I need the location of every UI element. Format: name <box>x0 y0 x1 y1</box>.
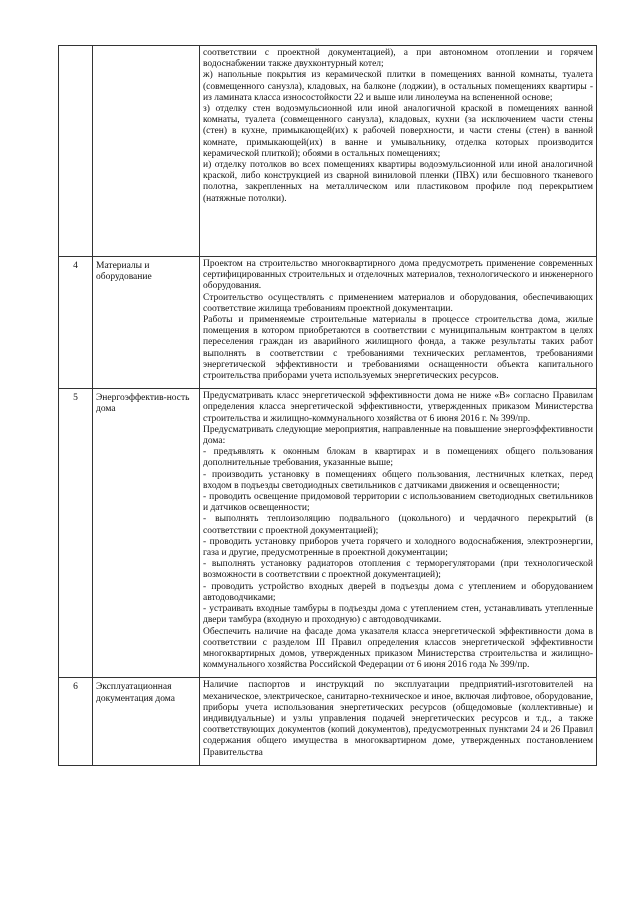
row-content <box>200 257 597 389</box>
paragraph: - выполнять теплоизоляцию подвального (цокольного) и чердачного перекрытий (в соответствии с проектной документацией); <box>203 514 593 536</box>
row-number: 5 <box>59 389 93 678</box>
paragraph: Строительство осуществлять с применением материалов и оборудования, обеспечивающих соответствие жилища требованиям проектной документации. <box>203 292 593 314</box>
row-content <box>200 389 597 678</box>
table-row <box>59 257 597 389</box>
paragraph: - производить установку в помещениях общего пользования, лестничных клетках, перед входом в подъезды светодиодных светильников с датчиками движения и освещенности; <box>203 469 593 491</box>
table-row <box>59 389 597 678</box>
table-row <box>59 46 597 257</box>
row-label: Эксплуатационная документация дома <box>93 678 200 765</box>
paragraph: Проектом на строительство многоквартирного дома предусмотреть применение современных сертифицированных строительных и отделочных материалов, технологического и инженерного оборудования. <box>203 259 593 292</box>
paragraph: Наличие паспортов и инструкций по эксплуатации предприятий-изготовителей на механическое, электрическое, санитарно-техническое и иное, включая лифтовое, оборудование, приборы учета использования энергетических ресурсов (общедомовые (коллективные) и индивидуальные) и узлы управления подачей энергетических ресурсов и т.д., а также соответствующих документов (копий документов), предусмотренных пунктами 24 и 26 Правил содержания общего имущества в многоквартирном доме, утвержденных постановлением Правительства <box>203 680 593 758</box>
row-label <box>93 46 200 257</box>
paragraph: - проводить установку приборов учета горячего и холодного водоснабжения, электроэнергии, газа и другие, предусмотренные в проектной документации; <box>203 536 593 559</box>
paragraph: ж) напольные покрытия из керамической плитки в помещениях ванной комнаты, туалета (совмещенного санузла), кладовых, на балконе (лоджии), в остальных помещениях квартиры - из ламината класса износостойкости 22 и выше или линолеума на вспененной основе; <box>203 70 593 103</box>
row-label: Энергоэффектив-ность дома <box>93 389 200 678</box>
row-content <box>200 46 597 257</box>
table-row <box>59 678 597 765</box>
row-label: Материалы и оборудование <box>93 257 200 389</box>
paragraph: - предъявлять к оконным блокам в квартирах и в помещениях общего пользования дополнительные требования, указанные выше; <box>203 447 593 469</box>
paragraph: - выполнять установку радиаторов отопления с терморегуляторами (при технологической возможности в соответствии с проектной документацией); <box>203 559 593 581</box>
row-content <box>200 678 597 765</box>
paragraph: - устраивать входные тамбуры в подъезды дома с утеплением стен, устанавливать утепленные двери тамбура (входную и проходную) с автодоводчиками. <box>203 604 593 626</box>
paragraph: з) отделку стен водоэмульсионной или иной аналогичной краской в помещениях ванной комнаты, туалета (совмещенного санузла), кладовых, кухни (за исключением части стены (стен) в кухне, примыкающей(их) к рабочей поверхности, и части стены (стен) в ванной комнате, примыкающей(их) в ванне и умывальнику, отделка которых производится керамической плиткой); обоями в остальных помещениях; <box>203 104 593 159</box>
paragraph: Работы и применяемые строительные материалы в процессе строительства дома, жилые помещения в котором приобретаются в соответствии с муниципальным контрактом в целях переселения граждан из аварийного жилищного фонда, а также результаты таких работ выполнять в соответствии с требованиями технических регламентов, требованиями энергетической эффективности и требованиями оснащенности объекта капитального строительства приборами учета используемых энергетических ресурсов. <box>203 315 593 382</box>
paragraph: - проводить устройство входных дверей в подъезды дома с утеплением и оборудованием автодоводчиками; <box>203 581 593 603</box>
paragraph: Обеспечить наличие на фасаде дома указателя класса энергетической эффективности дома в соответствии с разделом III Правил определения классов энергетической эффективности многоквартирных домов, утвержденных приказом Министерства строительства и жилищно-коммунального хозяйства Российской Федерации от 6 июня 2016 года № 399/пр. <box>203 626 593 671</box>
paragraph: Предусматривать следующие мероприятия, направленные на повышение энергоэффективности дома: <box>203 424 593 447</box>
paragraph: - проводить освещение придомовой территории с использованием светодиодных светильников и датчиков освещенности; <box>203 492 593 514</box>
paragraph: Предусматривать класс энергетической эффективности дома не ниже «В» согласно Правилам определения класса энергетической эффективности, утвержденных приказом Министерства строительства и жилищно-коммунального хозяйства от 6 июня 2016 г. № 399/пр. <box>203 391 593 424</box>
row-number: 4 <box>59 257 93 389</box>
row-number <box>59 46 93 257</box>
paragraph: и) отделку потолков во всех помещениях квартиры водоэмульсионной или иной аналогичной краской, либо конструкцией из сварной виниловой пленки (ПВХ) или бесшовного тканевого полотна, закрепленных на металлическом или пластиковом профиле под перекрытием (натяжные потолки). <box>203 160 593 204</box>
row-number: 6 <box>59 678 93 765</box>
requirements-table <box>58 45 597 766</box>
paragraph: соответствии с проектной документацией), а при автономном отоплении и горячем водоснабжении также двухконтурный котел; <box>203 48 593 70</box>
